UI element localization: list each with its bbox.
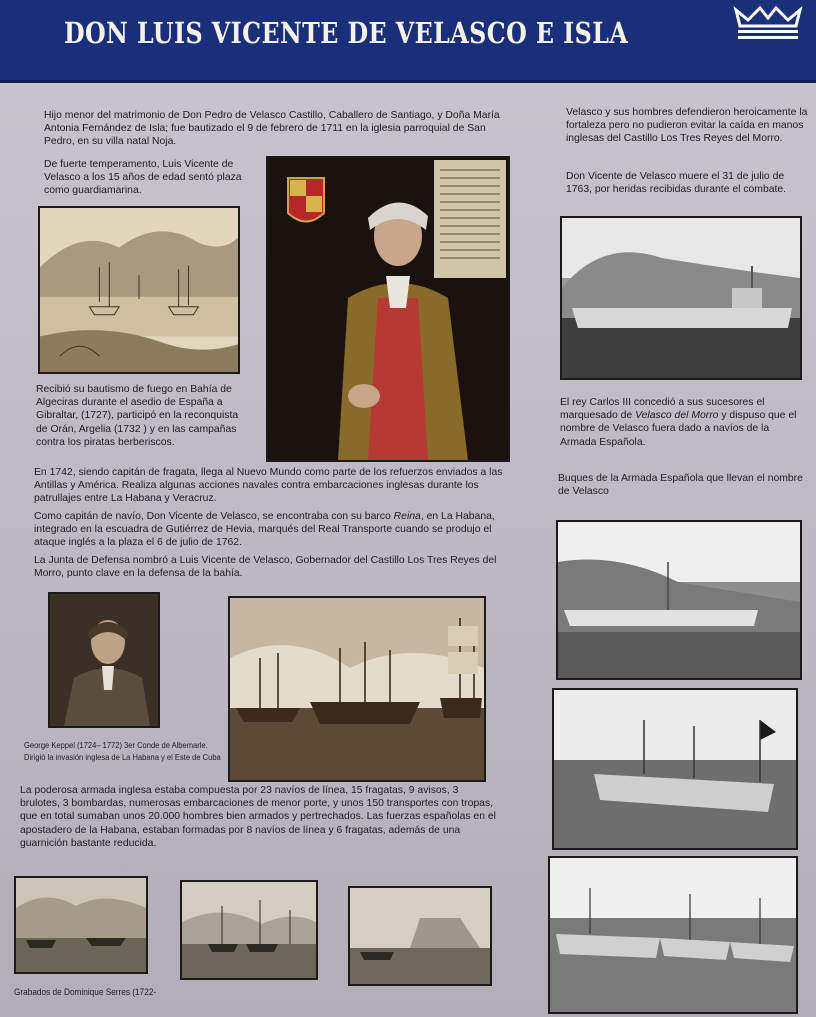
marquesado-paragraph xyxy=(560,396,804,449)
page-title: DON LUIS VICENTE DE VELASCO E ISLA xyxy=(64,16,629,50)
keppel-portrait-image xyxy=(48,592,160,728)
havana-text-2: , en La Habana, integrado en la escuadra de Gutiérrez de Hevia, marqués del Real Transporte cuando se produjo el ataque inglés a la plaza el 6 de julio de 1762. xyxy=(34,511,495,549)
engraving-1-image xyxy=(14,876,148,974)
new-world-paragraph: En 1742, siendo capitán de fragata, llega al Nuevo Mundo como parte de los refuerzos enviados a las Antillas y América. Realiza algunas acciones navales contra embarcaciones inglesas durante los patrullajes entre La Habana y Veracruz. xyxy=(34,467,503,505)
baptism-of-fire-paragraph: Recibió su bautismo de fuego en Bahía de Algeciras durante el asedio de España a Gibraltar, (1727), participó en la reconquista de Orán, Argelia (1732 ) y en las campañas contra los piratas berberiscos. xyxy=(36,384,239,448)
gibraltar-engraving-image xyxy=(38,206,240,374)
marquesado-text-1: El rey Carlos III concedió a sus sucesores el marquesado de xyxy=(560,397,765,422)
title-bar xyxy=(0,0,816,83)
ships-heading: Buques de la Armada Española que llevan el nombre de Velasco xyxy=(558,473,803,498)
havana-paragraph xyxy=(34,510,504,550)
keppel-caption-line-2: Dirigió la invasión inglesa de La Habana y el Este de Cuba xyxy=(24,752,221,762)
engraving-2-image xyxy=(180,880,318,980)
temperament-paragraph: De fuerte temperamento, Luis Vicente de Velasco a los 15 años de edad sentó plaza como guardiamarina. xyxy=(44,159,242,197)
intro-paragraph: Hijo menor del matrimonio de Don Pedro de Velasco Castillo, Caballero de Santiago, y Doña María Antonia Fernández de Isla; fue bautizado el 9 de febrero de 1711 en la iglesia parroquial de San Pedro, en su villa natal Noja. xyxy=(44,110,500,148)
defense-paragraph: Velasco y sus hombres defendieron heroicamente la fortaleza pero no pudieron evitar la caída en manos inglesas del Castillo Los Tres Reyes del Morro. xyxy=(566,107,808,145)
engraving-3-image xyxy=(348,886,492,986)
velasco-portrait-image xyxy=(266,156,510,462)
armada-paragraph: La poderosa armada inglesa estaba compuesta por 23 navíos de línea, 15 fragatas, 9 avisos, 3 brulotes, 3 bombardas, numerosas embarcaciones de menor porte, y unos 150 transportes con tropas, que en total sumaban unos 20.000 hombres bien armados y pertrechados. Las fuerzas españolas en el apostadero de la Habana, estaban formadas por 8 navíos de línea y 6 fragatas, además de una guarnición bastante reducida. xyxy=(20,785,496,849)
death-paragraph: Don Vicente de Velasco muere el 31 de julio de 1763, por heridas recibidas durante el combate. xyxy=(566,171,787,196)
engravings-caption: Grabados de Dominique Serres (1722- xyxy=(14,986,157,997)
naval-battle-painting-image xyxy=(228,596,486,782)
junta-paragraph: La Junta de Defensa nombró a Luis Vicente de Velasco, Gobernador del Castillo Los Tres Reyes del Morro, punto clave en la defensa de la bahía. xyxy=(34,555,497,580)
keppel-caption-line-1: George Keppel (1724– 1772) 3er Conde de Albemarle. xyxy=(24,740,208,750)
marquesado-text-2: y dispuso que el nombre de Velasco fuera dado a navíos de la Armada Española. xyxy=(560,410,797,448)
ship-name-reina: Reina xyxy=(393,511,421,522)
ship-photo-4-image xyxy=(548,856,798,1014)
crown-emblem-icon xyxy=(732,6,804,42)
ship-photo-1-image xyxy=(560,216,802,380)
havana-text-1: Como capitán de navío, Don Vicente de Velasco, se encontraba con su barco xyxy=(34,511,394,522)
ship-photo-2-image xyxy=(556,520,802,680)
title-velasco-del-morro: Velasco del Morro xyxy=(635,410,719,422)
ship-photo-3-image xyxy=(552,688,798,850)
